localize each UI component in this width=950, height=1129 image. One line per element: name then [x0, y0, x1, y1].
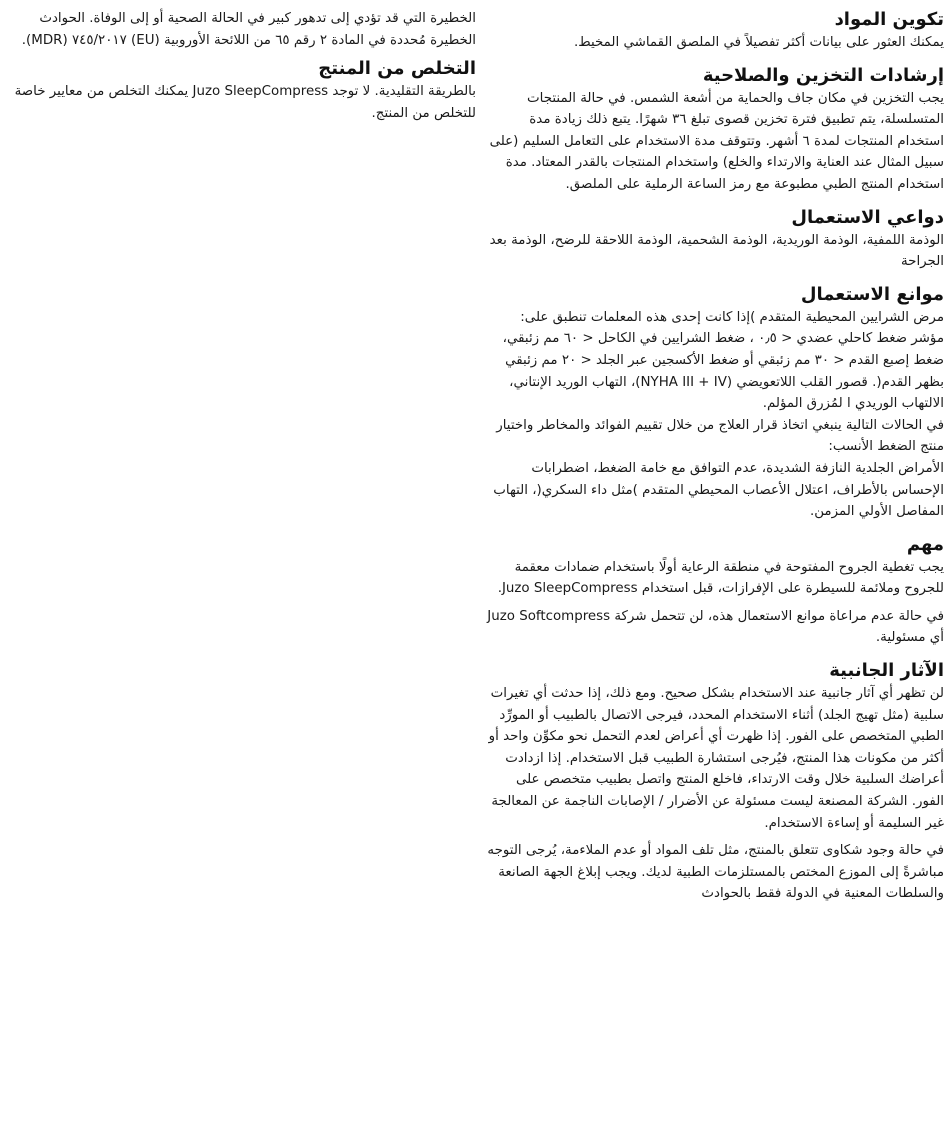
- section-paragraph: يجب التخزين في مكان جاف والحماية من أشعة الشمس. في حالة المنتجات المتسلسلة، يتم تطبيق فترة تخزين قصوى تبلغ ٣٦ شهرًا. يتبع ذلك زيادة مدة استخدام المنتجات لمدة ٦ أشهر. وتتوقف مدة الاستخدام على التعامل السليم (على سبيل المثال عند العناية والارتداء والخلع) واستخدام المنتجات بالقدر المعتاد. مدة استخدام المنتج الطبي مطبوعة مع رمز الساعة الرملية على الملصق.: [489, 90, 944, 192]
- left-column: [0, 8, 476, 134]
- section-side-effects: [484, 659, 944, 905]
- section-paragraph: يجب تغطية الجروح المفتوحة في منطقة الرعاية أولًا باستخدام ضمادات معقمة للجروح وملائمة للسيطرة على الإفرازات، قبل استخدام Juzo SleepCompress.: [497, 559, 944, 597]
- section-material-composition: [484, 8, 944, 54]
- section-paragraph: في الحالات التالية ينبغي اتخاذ قرار العلاج من خلال تقييم الفوائد والمخاطر واختيار منتج الضغط الأنسب:: [496, 417, 944, 455]
- right-column: [484, 8, 944, 915]
- section-paragraph: يمكنك العثور على بيانات أكثر تفصيلاً في الملصق القماشي المخيط.: [574, 35, 944, 50]
- section-heading: تكوين المواد: [834, 9, 944, 30]
- section-heading: مهم: [906, 533, 944, 555]
- section-disposal: [0, 57, 476, 124]
- section-paragraph: الأمراض الجلدية النازفة الشديدة، عدم التوافق مع خامة الضغط، اضطرابات الإحساس بالأطراف، اعتلال الأعصاب المحيطي المتقدم )مثل داء السكري(، التهاب المفاصل الأولي المزمن.: [493, 460, 944, 520]
- section-paragraph: مرض الشرايين المحيطية المتقدم )إذا كانت إحدى هذه المعلمات تنطبق على: مؤشر ضغط كاحلي عضدي < ٠٫٥ ، ضغط الشرايين في الكاحل < ٦٠ مم زئبقي، ضغط إصبع القدم < ٣٠ مم زئبقي أو ضغط الأكسجين عبر الجلد < ٢٠ مم زئبقي بظهر القدم(. قصور القلب اللاتعويضي (NYHA III + IV)، التهاب الوريد الإنتاني، الالتهاب الوريدي ا لمُزرق المؤلم.: [502, 309, 944, 412]
- section-important: [484, 533, 944, 649]
- section-indications: [484, 206, 944, 273]
- section-paragraph: في حالة وجود شكاوى تتعلق بالمنتج، مثل تلف المواد أو عدم الملاءمة، يُرجى التوجه مباشرةً إلى الموزع المختص بالمستلزمات الطبية لديك. ويجب إبلاغ الجهة الصانعة والسلطات المعنية في الدولة فقط بالحوادث: [487, 843, 944, 902]
- section-paragraph: الوذمة اللمفية، الوذمة الوريدية، الوذمة الشحمية، الوذمة اللاحقة للرضح، الوذمة بعد الجراحة: [489, 232, 944, 270]
- section-heading: إرشادات التخزين والصلاحية: [702, 64, 944, 86]
- continued-paragraph: الخطيرة التي قد تؤدي إلى تدهور كبير في الحالة الصحية أو إلى الوفاة. الحوادث الخطيرة مُحددة في المادة ٢ رقم ٦٥ من اللائحة الأوروبية (EU) ٧٤٥/٢٠١٧ (MDR).: [21, 11, 476, 48]
- section-paragraph: في حالة عدم مراعاة موانع الاستعمال هذه، لن تتحمل شركة Juzo Softcompress أي مسئولية.: [487, 608, 944, 646]
- section-heading: موانع الاستعمال: [800, 283, 944, 305]
- section-contraindications: [484, 283, 944, 523]
- section-heading: الآثار الجانبية: [829, 660, 944, 682]
- section-heading: التخلص من المنتج: [318, 58, 476, 80]
- section-heading: دواعي الاستعمال: [791, 206, 944, 228]
- section-paragraph: لن تظهر أي آثار جانبية عند الاستخدام بشكل صحيح. ومع ذلك، إذا حدثت أي تغيرات سلبية (مثل تهيج الجلد) أثناء الاستخدام المحدد، فيرجى الاتصال بالطبيب أو المورِّد الطبي المتخصص على الفور. إذا ظهرت أي أعراض لعدم التحمل نحو مكوِّن واحد أو أكثر من مكونات هذا المنتج، فيُرجى استشارة الطبيب قبل الاستخدام. إذا ازدادت أعراضك السلبية خلال وقت الارتداء، فاخلع المنتج واتصل بطبيب متخصص على الفور. الشركة المصنعة ليست مسئولة عن الأضرار / الإصابات الناجمة عن المعالجة غير السليمة أو إساءة الاستخدام.: [488, 686, 944, 831]
- section-storage-guidelines: [484, 64, 944, 196]
- section-paragraph: بالطريقة التقليدية. لا توجد Juzo SleepCompress يمكنك التخلص من معايير خاصة للتخلص من المنتج.: [14, 84, 476, 121]
